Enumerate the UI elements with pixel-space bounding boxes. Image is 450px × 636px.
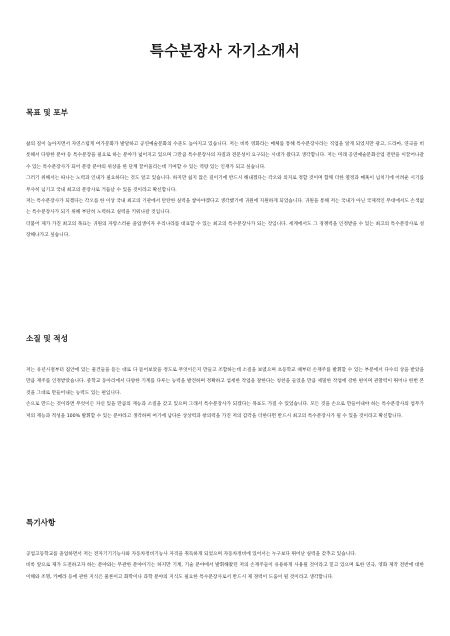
section-goals: [26, 107, 424, 242]
paragraph: 저는 특수분장사가 되겠다는 각오를 한 이상 국내 최고의 기관에서 탄탄한 실력을 쌓아야겠다고 생각했기에 귀원에 지원하게 되었습니다. 귀원을 통해 저는 국내가 아닌 국제적인 무대에서도 손색없는 특수분장사가 되기 위해 부단히 노력하고 실력을 키워나갈 것입니다.: [26, 199, 425, 216]
paragraph: 삶의 질이 높아지면서 자연스럽게 여가문화가 발달하고 공연예술문화의 수준도 높아지고 있습니다. 저는 비록 영화라는 매체를 통해 특수분장사라는 직업을 알게 되었지만 광고, 드라마, 연극을 비롯해서 다양한 분야 등 특수분장을 필요로 하는 분야가 넓어지고 있으며 그만큼 특수분장사의 자질과 전문성이 요구되는 시대가 왔다고 생각합니다. 저는 미래 공연예술문화산업 전반을 이끌어나갈 수 있는 특수분장사가 되어 분장 분야의 위상을 한 단계 끌어올리는데 기여할 수 있는 역량 있는 인재가 되고 싶습니다.: [26, 142, 424, 170]
section-heading: 목표 및 포부: [26, 108, 68, 117]
section-aptitude: [26, 333, 424, 422]
paragraph: 더불어 제가 가진 최고의 목표는 귀원의 자랑스러운 졸업생이자 우리나라를 대표할 수 있는 최고의 특수분장사가 되는 것입니다. 세계에서도 그 경쟁력을 인정받을 수 있는 최고의 특수분장사로 성장해나가고 싶습니다.: [26, 221, 424, 239]
section-heading: 특기사항: [26, 518, 56, 527]
paragraph: 비록 앞으로 제가 도전하고자 하는 분야와는 무관한 분야이기는 하지만 기계, 기술 분야에서 발휘해왔던 저의 손재주들이 유용하게 사용될 것이라고 믿고 있으며 또한 연극, 영화 제작 전반에 대한 이해와 조명, 카메라 등에 관한 지식은 물론이고 화학이나 과학 분야의 지식도 필요한 특수분장사로서 반드시 제 경력이 도움이 될 것이라고 생각합니다.: [26, 563, 424, 580]
section-heading: 소질 및 적성: [26, 334, 68, 343]
paragraph: 공업고등학교를 졸업하면서 저는 전자기기기능사와 자동차정비기능사 자격을 취득하게 되었으며 자동차정비에 있어서는 누구보다 뛰어난 실력을 갖추고 있습니다.: [26, 552, 357, 557]
document-title: 특수분장사 자기소개서: [149, 44, 301, 60]
paragraph: 저는 유년시절부터 집안에 있는 물건들을 뜯는 대로 다 뜯어보았을 정도로 무엇이든지 만들고 조합하는데 소질을 보였으며 초등학교 때부터 손재주를 발휘할 수 있는 부분에서 다수의 상을 받았을 만큼 재주를 인정받았습니다. 중학교 동아리에서 다양한 기계를 다루는 능력을 발견하며 정확하고 섬세한 작업을 잘한다는 칭찬을 들었을 만큼 세밀한 작업에 강한 편이며 관찰력이 뛰어나 한번 본 것을 그대로 만들어내는 능력도 있는 편입니다.: [26, 368, 424, 396]
paragraph: 그러기 위해서는 따나는 노력과 인내가 필요하다는 것도 알고 있습니다. 하지만 쉽지 않은 길이기에 반드시 해내겠다는 각오와 의지로 정할 것이며 함께 더한 열정과 매혹이 넘치기에 어려운 시기를 무사히 넘기고 국내 최고의 분장사로 거듭날 수 있을 것이라고 확신합니다.: [26, 176, 424, 193]
section-special-notes: [26, 517, 424, 583]
paragraph: 손으로 만드는 것이라면 무엇이든 자신 있을 만큼의 재능과 소질을 갖고 있으며 그래서 특수분장사가 되겠다는 목표도 가질 수 있었습니다. 모든 것을 손으로 만들어내야 하는 특수분장사의 업무가 저의 재능과 적성을 100% 발휘할 수 있는 분야라고 생각하며 여기에 남다른 상상력과 창의력을 가진 저의 감각을 더한다면 반드시 최고의 특수분장사가 될 수 있을 것이라고 확신합니다.: [26, 402, 424, 419]
